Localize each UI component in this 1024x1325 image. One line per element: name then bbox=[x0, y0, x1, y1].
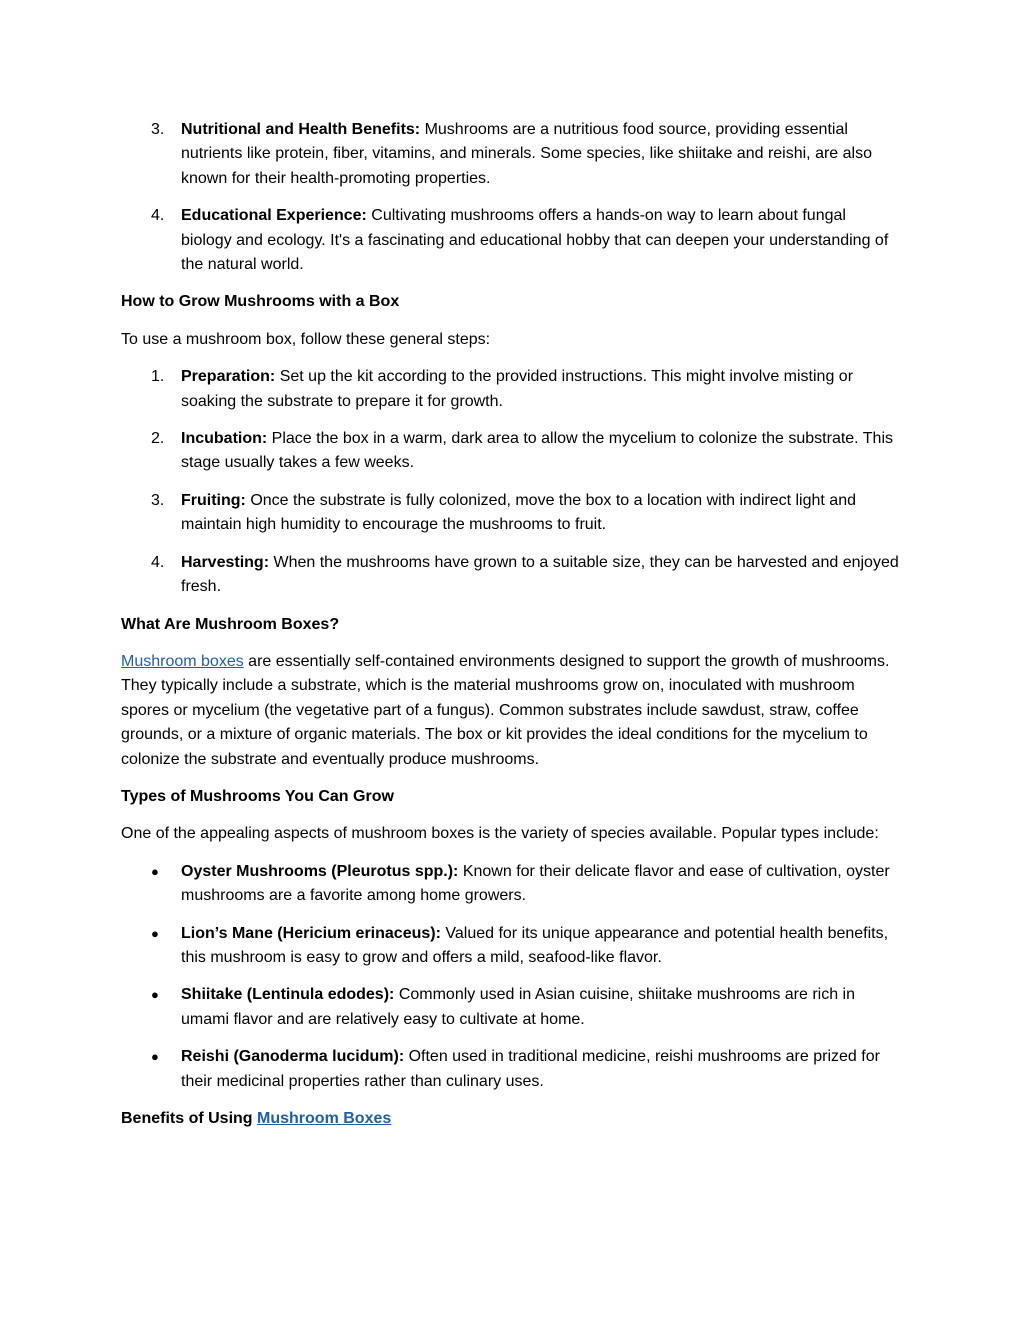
section-heading-what-are: What Are Mushroom Boxes? bbox=[121, 615, 340, 633]
list-item-text: Cultivating mushrooms offers a hands-on way to learn about fungal biology and ecology. It's a fascinating and educational hobby that can deepen your understanding of the natural world. bbox=[181, 207, 889, 274]
bullet-icon: ● bbox=[151, 925, 159, 941]
bullet-icon: ● bbox=[151, 1049, 159, 1065]
list-item bbox=[121, 427, 901, 476]
what-are-text: are essentially self-contained environments designed to support the growth of mushrooms. They typically include a substrate, which is the material mushrooms grow on, inoculated with mushroom spores or mycelium (the vegetative part of a fungus). Common substrates include sawdust, straw, coffee grounds, or a mixture of organic materials. The box or kit provides the ideal conditions for the mycelium to colonize the substrate and eventually produce mushrooms. bbox=[121, 652, 890, 768]
list-item-text: Once the substrate is fully colonized, move the box to a location with indirect light and maintain high humidity to encourage the mushrooms to fruit. bbox=[181, 491, 856, 534]
benefits-numbered-list bbox=[121, 118, 901, 277]
mushroom-boxes-heading-link[interactable]: Mushroom Boxes bbox=[257, 1110, 392, 1127]
list-item bbox=[121, 922, 901, 971]
list-number: 4. bbox=[151, 553, 165, 571]
list-item-label: Harvesting: bbox=[181, 553, 270, 571]
document-body bbox=[121, 118, 901, 1144]
mushroom-boxes-link[interactable]: Mushroom boxes bbox=[121, 652, 244, 670]
list-item-label: Shiitake (Lentinula edodes): bbox=[181, 986, 395, 1004]
list-item-label: Educational Experience: bbox=[181, 207, 367, 225]
section-heading-types: Types of Mushrooms You Can Grow bbox=[121, 787, 394, 805]
list-number: 3. bbox=[151, 121, 165, 138]
list-item-text: Mushrooms are a nutritious food source, providing essential nutrients like protein, fiber, vitamins, and minerals. Some species, like shiitake and reishi, are also known for their health-promoting properties. bbox=[181, 121, 872, 187]
list-item bbox=[121, 860, 901, 909]
list-item bbox=[121, 489, 901, 538]
list-number: 3. bbox=[151, 491, 165, 509]
list-number: 4. bbox=[151, 207, 165, 225]
types-bullet-list bbox=[121, 860, 901, 1094]
section-heading-benefits bbox=[121, 1107, 901, 1131]
list-item-label: Lion’s Mane (Hericium erinaceus): bbox=[181, 924, 441, 942]
list-item-text: Known for their delicate flavor and ease of cultivation, oyster mushrooms are a favorite among home growers. bbox=[181, 862, 890, 905]
list-number: 1. bbox=[151, 368, 165, 386]
list-item bbox=[121, 118, 901, 191]
list-item-text: Often used in traditional medicine, reishi mushrooms are prized for their medicinal properties rather than culinary uses. bbox=[181, 1048, 880, 1090]
steps-intro-paragraph: To use a mushroom box, follow these general steps: bbox=[121, 330, 491, 348]
list-item-text: Commonly used in Asian cuisine, shiitake mushrooms are rich in umami flavor and are relatively easy to cultivate at home. bbox=[181, 986, 856, 1028]
list-item-label: Oyster Mushrooms (Pleurotus spp.): bbox=[181, 862, 459, 880]
list-item bbox=[121, 365, 901, 414]
list-item-label: Nutritional and Health Benefits: bbox=[181, 121, 421, 138]
list-number: 2. bbox=[151, 430, 165, 448]
list-item bbox=[121, 551, 901, 600]
list-item-text: Place the box in a warm, dark area to allow the mycelium to colonize the substrate. This stage usually takes a few weeks. bbox=[181, 430, 894, 472]
bullet-icon: ● bbox=[151, 987, 159, 1003]
what-are-paragraph bbox=[121, 650, 901, 772]
section-heading-how-to-grow: How to Grow Mushrooms with a Box bbox=[121, 293, 400, 311]
steps-numbered-list bbox=[121, 365, 901, 599]
list-item-label: Preparation: bbox=[181, 368, 276, 386]
list-item-label: Fruiting: bbox=[181, 491, 246, 509]
bullet-icon: ● bbox=[151, 863, 159, 879]
benefits-heading-prefix: Benefits of Using bbox=[121, 1110, 253, 1127]
list-item-label: Incubation: bbox=[181, 430, 268, 448]
list-item-text: When the mushrooms have grown to a suitable size, they can be harvested and enjoyed fresh. bbox=[181, 553, 899, 596]
list-item bbox=[121, 1045, 901, 1094]
list-item bbox=[121, 983, 901, 1032]
types-intro-paragraph: One of the appealing aspects of mushroom boxes is the variety of species available. Popular types include: bbox=[121, 825, 879, 843]
list-item-label: Reishi (Ganoderma lucidum): bbox=[181, 1048, 405, 1066]
list-item bbox=[121, 204, 901, 277]
list-item-text: Valued for its unique appearance and potential health benefits, this mushroom is easy to grow and offers a mild, seafood-like flavor. bbox=[181, 924, 889, 966]
list-item-text: Set up the kit according to the provided instructions. This might involve misting or soaking the substrate to prepare it for growth. bbox=[181, 368, 854, 410]
